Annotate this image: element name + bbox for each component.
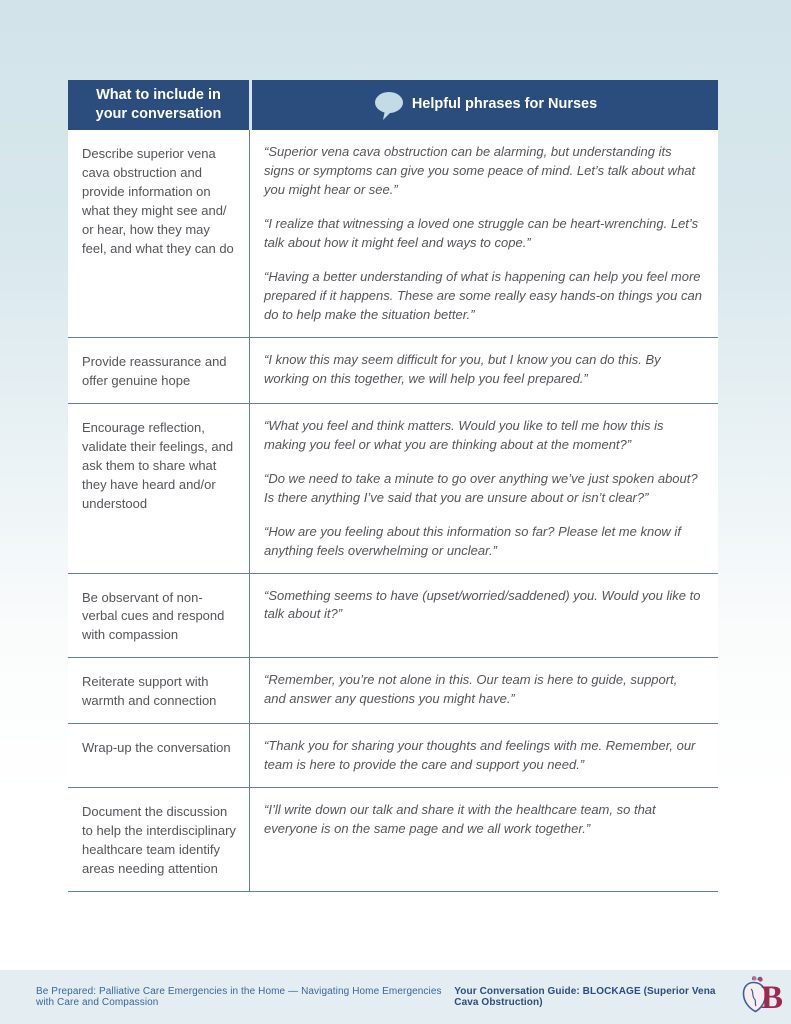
- phrase-quote: “What you feel and think matters. Would you like to tell me how this is making you feel or what you are thinking about at the moment?”: [264, 417, 664, 452]
- phrase-quote: “How are you feeling about this information so far? Please let me know if anything feels overwhelming or unclear.”: [264, 523, 681, 558]
- phrase-quote: “I know this may seem difficult for you, but I know you can do this. By working on this together, we will help you feel prepared.”: [264, 351, 661, 386]
- table-row: [68, 658, 718, 724]
- table-row: [68, 130, 718, 338]
- topic-cell: Describe superior vena cava obstruction and provide information on what they might see and/ or hear, how they may feel, and what they can do: [68, 130, 250, 337]
- phrase-quote: “Something seems to have (upset/worried/saddened) you. Would you like to talk about it?”: [264, 587, 701, 622]
- phrases-cell: [250, 658, 718, 723]
- table-row: [68, 338, 718, 404]
- header-cell-include: [68, 80, 249, 130]
- speech-bubble-icon: [373, 91, 405, 121]
- table-body: [68, 130, 718, 892]
- phrase-quote: “Remember, you’re not alone in this. Our team is here to guide, support, and answer any questions you might have.”: [264, 672, 678, 707]
- phrases-cell: [250, 338, 718, 403]
- header-cell-phrases: [252, 80, 718, 130]
- table-row: [68, 404, 718, 574]
- table-row: [68, 574, 718, 659]
- heart-b-logo-icon: [740, 976, 786, 1018]
- footer-guide-title: Your Conversation Guide: BLOCKAGE (Superior Vena Cava Obstruction): [454, 986, 716, 1008]
- page-footer: [0, 970, 791, 1024]
- header-include-label: What to include in your conversation: [95, 86, 222, 122]
- topic-cell: Encourage reflection, validate their feelings, and ask them to share what they have heard and/or understood: [68, 404, 250, 573]
- phrase-quote: “Do we need to take a minute to go over anything we’ve just spoken about? Is there anything I’ve said that you are unsure about or isn’t clear?”: [264, 470, 698, 505]
- phrases-cell: [250, 574, 718, 658]
- phrases-cell: [250, 404, 718, 573]
- phrase-quote: “Thank you for sharing your thoughts and feelings with me. Remember, our team is here to provide the care and support you need.”: [264, 738, 696, 773]
- conversation-guide-table: [68, 80, 718, 892]
- footer-series-title: Be Prepared: Palliative Care Emergencies in the Home — Navigating Home Emergencies with Care and Compassion: [36, 986, 442, 1008]
- table-row: [68, 788, 718, 892]
- phrase-quote: “Superior vena cava obstruction can be alarming, but understanding its signs or symptoms can give you some peace of mind. Let’s talk about what you might hear or see.”: [264, 144, 696, 197]
- topic-cell: Provide reassurance and offer genuine hope: [68, 338, 250, 403]
- phrases-cell: [250, 130, 718, 337]
- table-header-row: [68, 80, 718, 130]
- phrase-quote: “I’ll write down our talk and share it with the healthcare team, so that everyone is on the same page and we all work together.”: [264, 802, 656, 837]
- phrases-cell: [250, 724, 718, 787]
- phrase-quote: “I realize that witnessing a loved one struggle can be heart-wrenching. Let’s talk about how it might feel and ways to cope.”: [264, 215, 699, 250]
- table-row: [68, 724, 718, 788]
- header-phrases-label: Helpful phrases for Nurses: [411, 96, 598, 113]
- phrase-quote: “Having a better understanding of what is happening can help you feel more prepared if it happens. These are some really easy hands-on things you can do to help make the situation better.”: [264, 268, 702, 322]
- topic-cell: Be observant of non-verbal cues and respond with compassion: [68, 574, 250, 658]
- topic-cell: Wrap-up the conversation: [68, 724, 250, 787]
- phrases-cell: [250, 788, 718, 891]
- topic-cell: Document the discussion to help the interdisciplinary healthcare team identify areas needing attention: [68, 788, 250, 891]
- topic-cell: Reiterate support with warmth and connection: [68, 658, 250, 723]
- svg-text:B: B: [761, 980, 784, 1016]
